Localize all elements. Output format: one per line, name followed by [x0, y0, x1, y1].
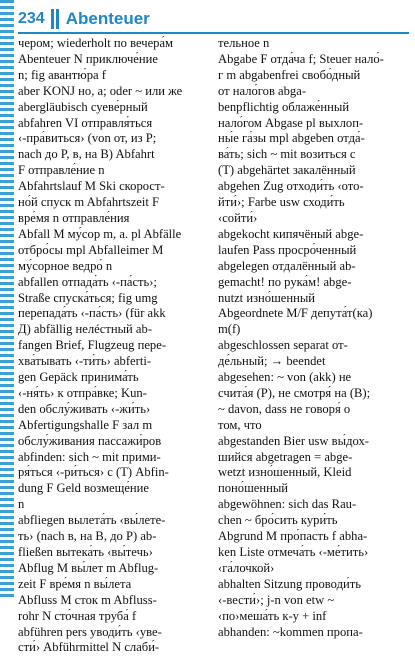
- entry-line: benpflichtig облаже́нный: [218, 99, 350, 114]
- entry-line: Д) abfällig нелéстный ab-: [18, 322, 153, 337]
- entry-line: г m abgabenfrei свобо́дный: [218, 67, 361, 82]
- entry-line: Abfluss M сток m Abfluss-: [18, 592, 157, 607]
- entry-line: отбро́сы mpl Abfalleimer M: [18, 242, 164, 257]
- entry-line: нало́гом Abgase pl выхлоп-: [218, 115, 364, 130]
- entry-line: laufen Pass просро́ченный: [218, 242, 357, 257]
- entry-line: fließen вытека́ть ‹вы́течь›: [18, 545, 153, 559]
- entry-line: abfinden: sich ~ mit прими-: [18, 449, 161, 464]
- entry-line: но́й спуск m Abfahrtszeit F: [18, 195, 160, 210]
- entry-line: счита́я (P), не смотря́ на (B);: [218, 385, 371, 400]
- page-edge-stripe: [0, 0, 14, 600]
- page-title: Abenteuer: [65, 9, 150, 28]
- entry-line: dung F Geld возмеще́ние: [18, 481, 149, 496]
- entry-line: ть› (nach в, на B, до P) ab-: [18, 529, 157, 544]
- entry-line: ря́ться ‹-ри́ться› с (T) Abfin-: [18, 465, 169, 480]
- entry-line: abgestanden Bier usw вы́дох-: [218, 433, 369, 448]
- entry-line: abergläubisch суеве́рный: [18, 99, 148, 114]
- entry-line: abführen pers уводи́ть ‹уве-: [18, 624, 162, 639]
- entry-line: den обслу́живать ‹-жи́ть›: [18, 401, 151, 416]
- entry-line: rohr N сто́чная труба́ f: [18, 608, 137, 623]
- entry-line: от нало́гов abga-: [218, 83, 307, 98]
- left-column: [18, 36, 207, 656]
- entry-line: nutzt изно́шенный: [218, 290, 316, 305]
- entry-line: вре́мя n отправле́ния: [18, 210, 130, 225]
- entry-line: gemacht! по рука́м! abge-: [218, 274, 352, 289]
- entry-line: ‹-вести́›; j-n von etw ~: [218, 592, 335, 607]
- entry-line: хва́тывать ‹-ти́ть› abferti-: [18, 354, 152, 369]
- entry-line: поно́шенный: [218, 481, 289, 496]
- page-header: [18, 6, 150, 32]
- entry-line: abfallen отпада́ть ‹-па́сть›;: [18, 274, 157, 289]
- entry-line: fangen Brief, Flugzeug пере-: [18, 338, 167, 353]
- entry-line: n: [18, 497, 25, 512]
- page-number: 234: [18, 10, 45, 27]
- entry-line: перепада́ть ‹-па́сть› (für akk: [18, 306, 166, 321]
- entry-line: Abfahrtslauf M Ski скорост-: [18, 179, 165, 194]
- header-divider: [51, 9, 54, 29]
- entry-line: aber KONJ но, а; oder ~ или же: [18, 83, 183, 98]
- entry-line: ‹-ня́ть› к отпра́вке; Kun-: [18, 385, 147, 400]
- entry-line: ны́е га́зы mpl abgeben отда́-: [218, 131, 365, 146]
- entry-line: abgesehen: ~ von (akk) не: [218, 370, 352, 385]
- entry-line: Abgrund M про́пасть f abha-: [218, 529, 368, 544]
- entry-line: F отправле́ние n: [18, 163, 105, 178]
- entry-line: Abgabe F отда́ча f; Steuer нало́-: [218, 51, 384, 66]
- entry-line: Abenteuer N приключе́ние: [18, 51, 158, 66]
- entry-line: де́льный; → beendet: [218, 354, 326, 369]
- entry-line: abgehen Zug отходи́ть ‹ото-: [218, 179, 364, 194]
- entry-line: обслу́живания пассажи́ров: [18, 433, 162, 448]
- entry-line: шийся abgetragen = abge-: [218, 449, 353, 464]
- entry-line: abfahren VI отправля́ться: [18, 115, 153, 130]
- entry-line: abgelegen отдалённый ab-: [218, 258, 356, 273]
- entry-line: сти́› Abführmittel N слаби́-: [18, 640, 160, 655]
- entry-line: Abfall M му́сор m, a. pl Abfälle: [18, 226, 182, 241]
- entry-line: gen Gepäck принима́ть: [18, 370, 139, 385]
- entry-line: том, что: [218, 417, 262, 432]
- entry-line: ‹га́лочкой›: [218, 560, 275, 575]
- entry-line: abhanden: ~kommen пропа-: [218, 624, 363, 639]
- entry-line: zeit F вре́мя n вы́лета: [18, 576, 132, 591]
- entry-line: ~ davon, dass не говоря́ о: [218, 401, 351, 416]
- entry-line: nach до P, в, на B) Abfahrt: [18, 147, 155, 162]
- entry-line: Abfertigungshalle F зал m: [18, 417, 153, 432]
- entry-line: чером; wiederholt по вечера́м: [18, 36, 174, 50]
- entry-line: abgekocht кипячёный abge-: [218, 226, 364, 241]
- entry-line: ‹-пра́виться› (von от, из P;: [18, 131, 157, 146]
- entry-line: abhalten Sitzung проводи́ть: [218, 576, 361, 591]
- entry-line: ва́ть; sich ~ mit возиться с: [218, 147, 356, 162]
- entry-line: wetzt изно́шенный, Kleid: [218, 465, 352, 480]
- entry-line: тельное n: [218, 36, 270, 50]
- entry-line: ken Liste отмеча́ть ‹-ме́тить›: [218, 545, 369, 559]
- header-rule: [18, 32, 409, 34]
- entry-line: n; fig авантю́ра f: [18, 67, 106, 82]
- right-column: [218, 36, 407, 640]
- entry-line: му́сорное ведро́ n: [18, 258, 113, 273]
- entry-line: chen ~ бро́сить кури́ть: [218, 513, 338, 528]
- entry-line: Abgeordnete M/F депута́т(ка): [218, 306, 373, 321]
- entry-line: Abflug M вы́лет m Abflug-: [18, 560, 159, 575]
- entry-line: abgeschlossen separat от-: [218, 338, 348, 353]
- entry-line: abgewöhnen: sich das Rau-: [218, 497, 357, 512]
- entry-line: ‹сойти́›: [218, 210, 258, 225]
- entry-line: abfliegen вылета́ть ‹вы́лете-: [18, 513, 166, 528]
- entry-line: йти́›; Farbe usw сходи́ть: [218, 195, 345, 210]
- entry-line: ‹по›меша́ть к-у + inf: [218, 608, 327, 623]
- entry-line: Straße спуска́ться; fig umg: [18, 290, 158, 305]
- entry-line: (T) abgehärtet закалённый: [218, 163, 356, 178]
- entry-line: m(f): [218, 322, 241, 337]
